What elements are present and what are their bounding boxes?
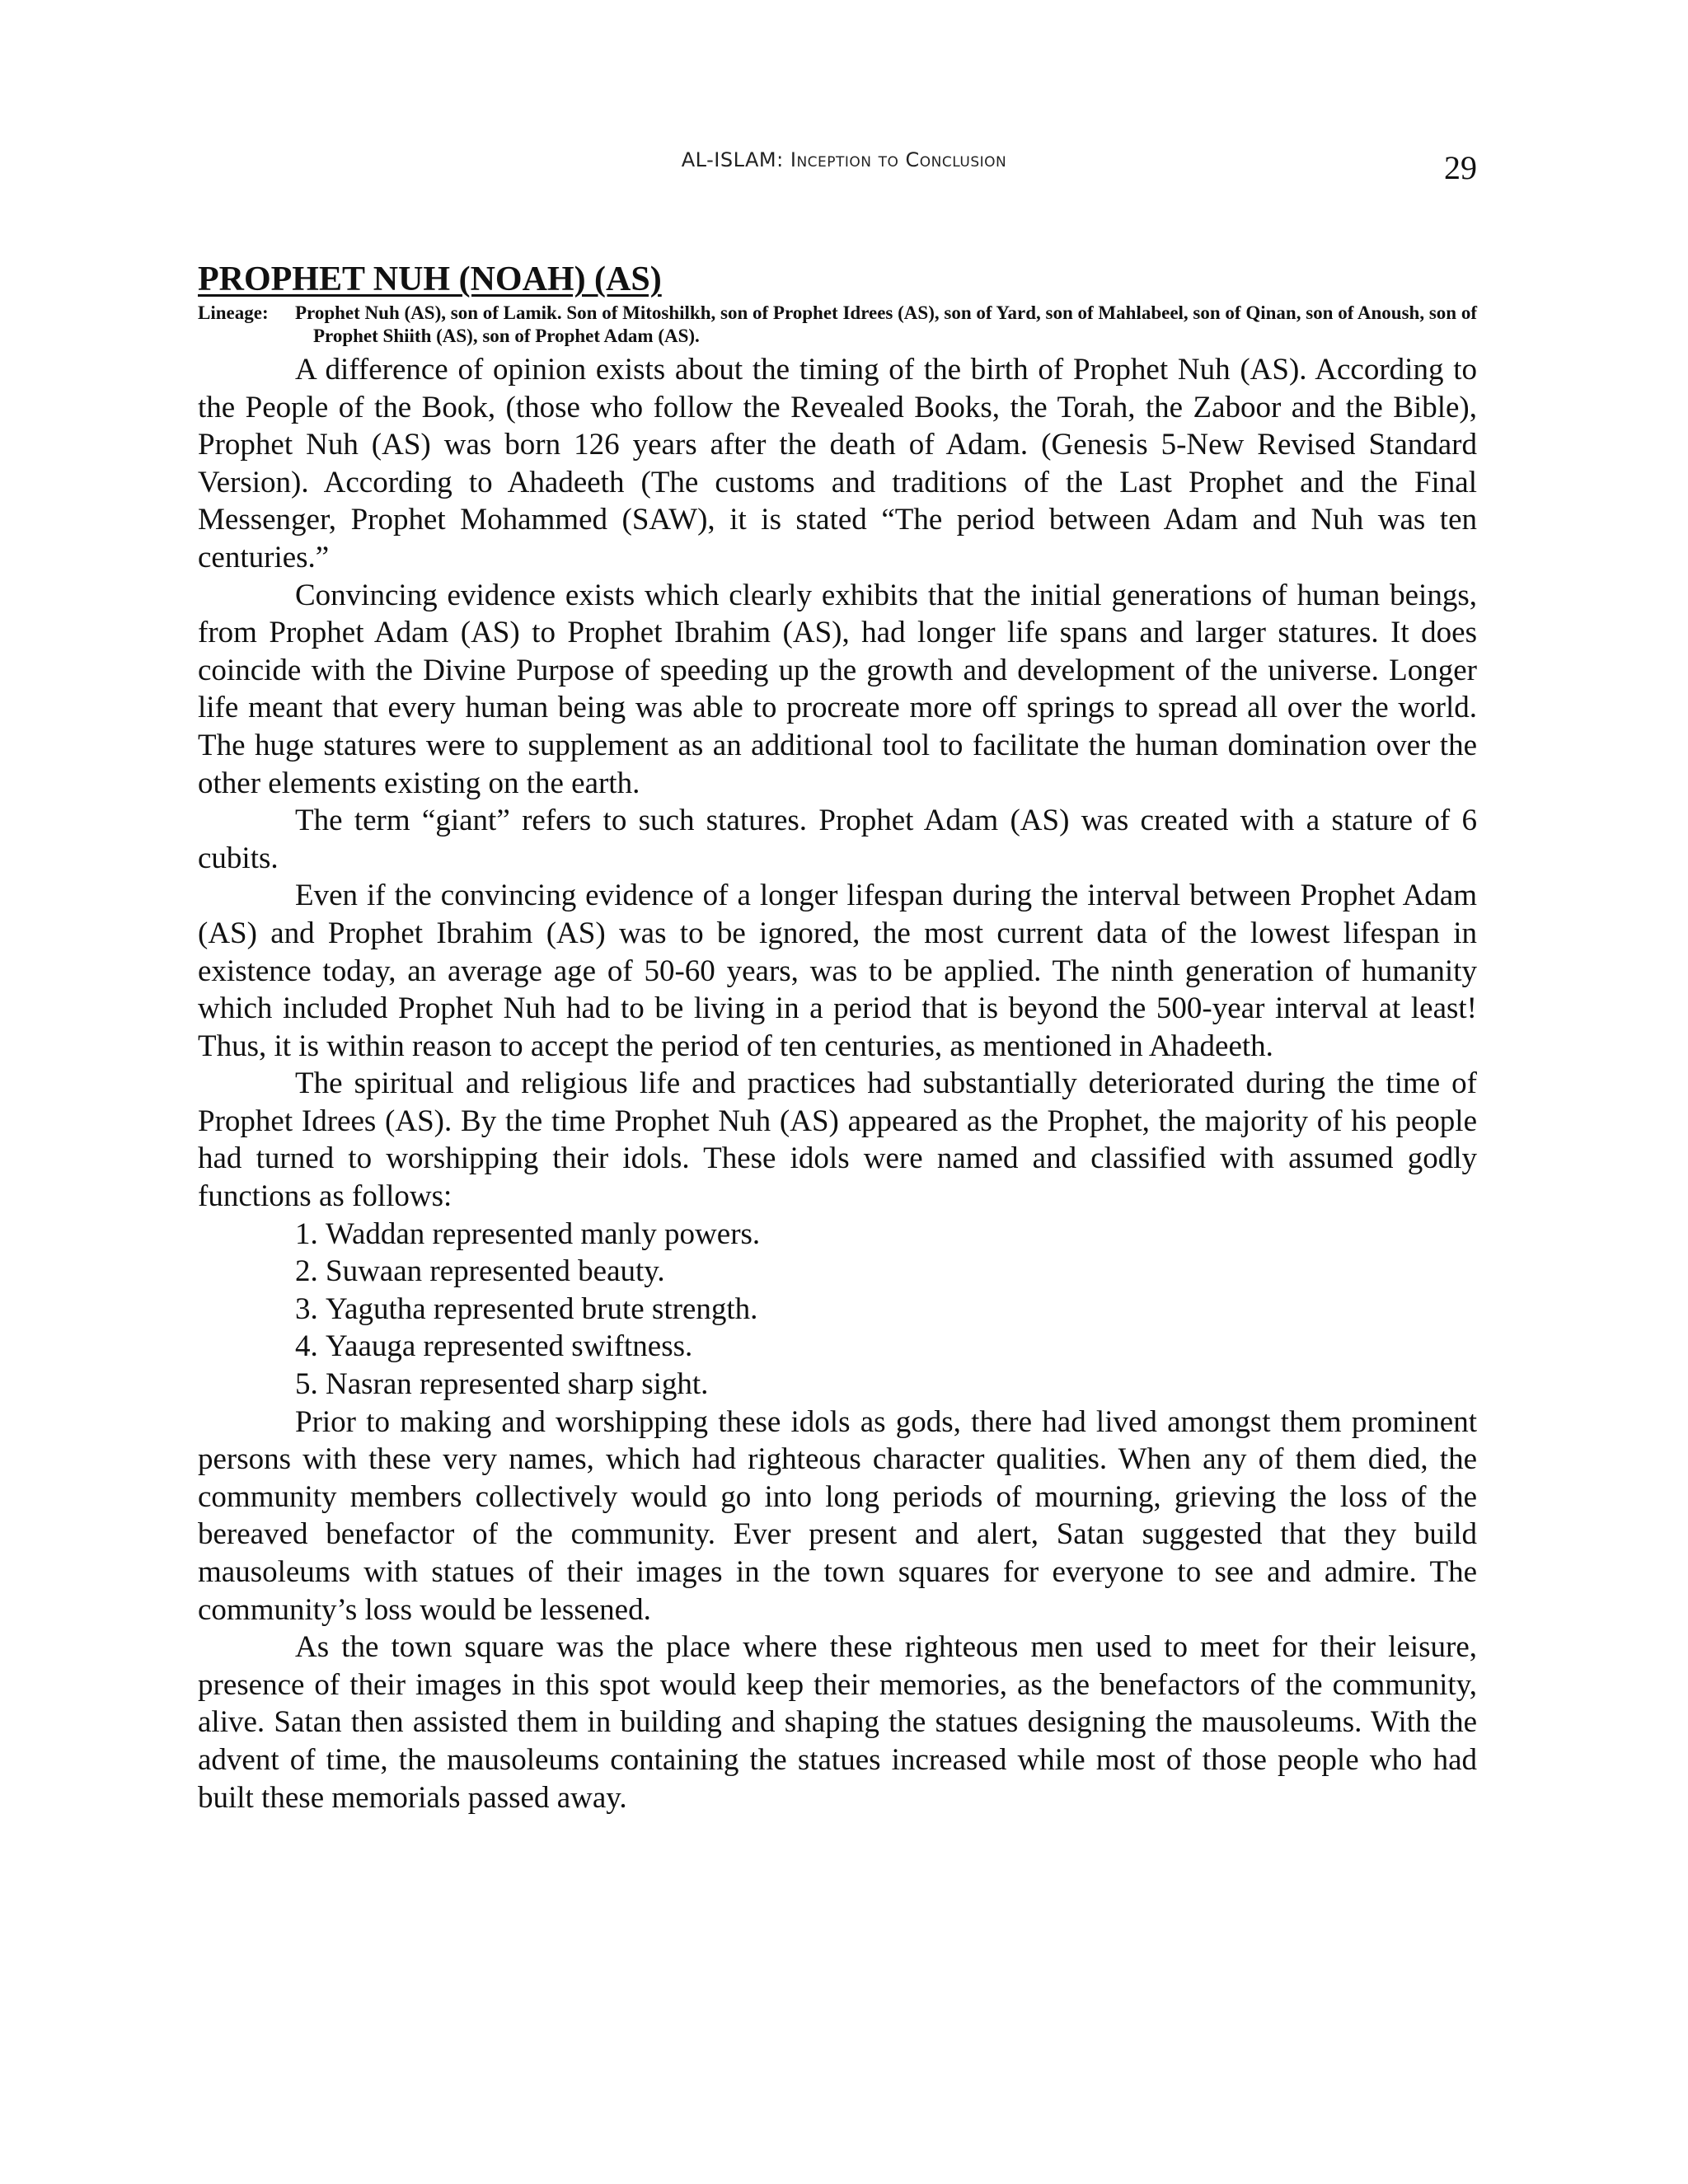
list-item: 5. Nasran represented sharp sight. bbox=[295, 1366, 1477, 1404]
chapter-title: PROPHET NUH (NOAH) (AS) bbox=[198, 260, 662, 298]
paragraph-town-square: As the town square was the place where these righteous men used to meet for their leisure, presence of their images in this spot would keep their memories, as the benefactors of the community, alive. Satan then assisted them in building and shaping the statues designing the mausoleums. With the advent of time, the mausoleums containing the statues increased while most of those people who had built these memorials passed away. bbox=[198, 1630, 1477, 1815]
list-item: 1. Waddan represented manly powers. bbox=[295, 1216, 1477, 1254]
paragraph-lifespan-evidence: Even if the convincing evidence of a longer lifespan during the interval between Prophet Adam (AS) and Prophet Ibrahim (AS) was to be ignored, the most current data of the lowest lifespan in existence today, an average age of 50-60 years, was to be applied. The ninth generation of humanity which included Prophet Nuh had to be living in a period that is beyond the 500-year interval at least! Thus, it is within reason to accept the period of ten centuries, as mentioned in Ahadeeth. bbox=[198, 879, 1477, 1063]
idol-list bbox=[198, 1216, 1477, 1404]
lineage-text: Prophet Nuh (AS), son of Lamik. Son of Mitoshilkh, son of Prophet Idrees (AS), son of Yard, son of Mahlabeel, son of Qinan, son of Anoush, son of Prophet Shiith (AS), son of Prophet Adam (AS). bbox=[295, 302, 1477, 346]
page-content bbox=[198, 260, 1477, 1816]
lineage-label: Lineage: bbox=[198, 302, 269, 323]
paragraph-birth-timing: A difference of opinion exists about the timing of the birth of Prophet Nuh (AS). According to the People of the Book, (those who follow the Revealed Books, the Torah, the Zaboor and the Bible), Prophet Nuh (AS) was born 126 years after the death of Adam. (Genesis 5-New Revised Standard Version). According to Ahadeeth (The customs and traditions of the Last Prophet and the Final Messenger, Prophet Mohammed (SAW), it is stated “The period between Adam and Nuh was ten centuries.” bbox=[198, 353, 1477, 574]
page-number: 29 bbox=[1444, 149, 1477, 186]
paragraph-life-spans: Convincing evidence exists which clearly exhibits that the initial generations of human beings, from Prophet Adam (AS) to Prophet Ibrahim (AS), had longer life spans and larger statures. It does coincide with the Divine Purpose of speeding up the growth and development of the universe. Longer life meant that every human being was able to procreate more off springs to spread all over the world. The huge statures were to supplement as an additional tool to facilitate the human domination over the other elements existing on the earth. bbox=[198, 578, 1477, 800]
running-header bbox=[0, 148, 1688, 171]
list-item: 4. Yaauga represented swiftness. bbox=[295, 1328, 1477, 1366]
running-title-main: AL-ISLAM: bbox=[681, 148, 790, 171]
list-item: 3. Yagutha represented brute strength. bbox=[295, 1291, 1477, 1329]
lineage-block bbox=[198, 302, 1477, 348]
list-item: 2. Suwaan represented beauty. bbox=[295, 1253, 1477, 1291]
paragraph-giant-statures: The term “giant” refers to such statures. Prophet Adam (AS) was created with a stature of 6 cubits. bbox=[198, 804, 1477, 875]
paragraph-righteous-persons: Prior to making and worshipping these idols as gods, there had lived amongst them prominent persons with these very names, which had righteous character qualities. When any of them died, the community members collectively would go into long periods of mourning, grieving the loss of the bereaved benefactor of the community. Ever present and alert, Satan suggested that they build mausoleums with statues of their images in the town squares for everyone to see and admire. The community’s loss would be lessened. bbox=[198, 1404, 1477, 1627]
paragraph-idol-worship: The spiritual and religious life and practices had substantially deteriorated during the time of Prophet Idrees (AS). By the time Prophet Nuh (AS) appeared as the Prophet, the majority of his people had turned to worshipping their idols. These idols were named and classified with assumed godly functions as follows: bbox=[198, 1066, 1477, 1214]
running-title-subtitle: Inception to Conclusion bbox=[790, 148, 1007, 171]
